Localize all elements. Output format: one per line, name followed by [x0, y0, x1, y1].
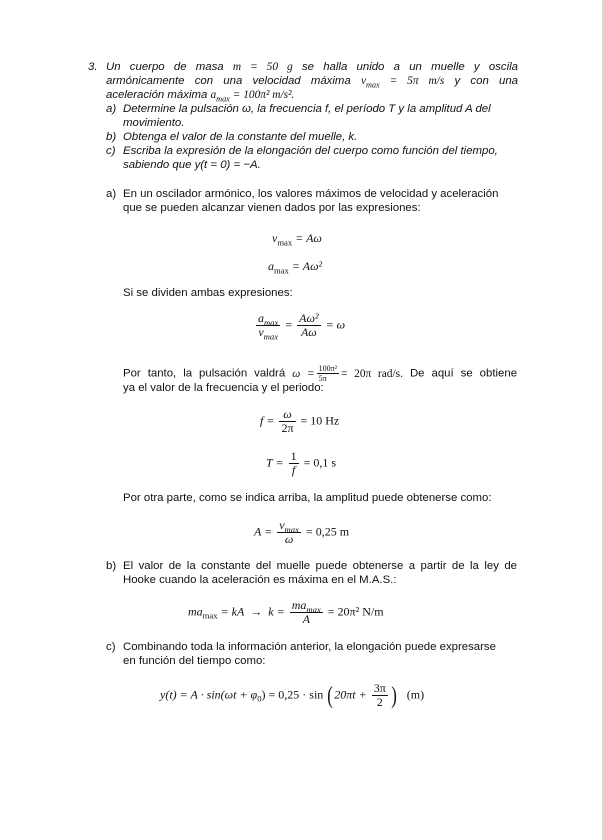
- question-a-letter: a): [106, 103, 117, 115]
- question-c-line-1: Escriba la expresión de la elongación del cuerpo como función del tiempo,: [123, 145, 498, 157]
- solution-b-letter: b): [106, 560, 117, 572]
- solution-a-paragraph-1-line-2: que se pueden alcanzar vienen dados por las expresiones:: [123, 202, 421, 214]
- question-a-line-2: movimiento.: [123, 117, 185, 129]
- equation-spring-constant: $ma_{max}$ = kA → k = $\frac{ma_{max}}{A}$ = 20π² N/m: [188, 598, 384, 626]
- solution-a-paragraph-2: Si se dividen ambas expresiones:: [123, 287, 293, 299]
- solution-a-paragraph-3-line-1: Por tanto, la pulsación valdrá ω = $\frac{\text{100π²}}{5\pi}$ = 20π rad/s. De aquí se obtiene: [123, 364, 518, 383]
- solution-c-line-2: en función del tiempo como:: [123, 655, 266, 667]
- question-c-line-2: sabiendo que y(t = 0) = −A.: [123, 159, 261, 171]
- solution-a-paragraph-1-line-1: En un oscilador armónico, los valores máximos de velocidad y aceleración: [123, 188, 499, 200]
- equation-amax: $a_{max} = A\omega^2$: [268, 259, 323, 276]
- question-a-line-1: Determine la pulsación ω, la frecuencia f, el período T y la amplitud A del: [123, 103, 491, 115]
- solution-c-line-1: Combinando toda la información anterior, la elongación puede expresarse: [123, 641, 496, 653]
- question-c-letter: c): [106, 145, 116, 157]
- statement-line-1: Un cuerpo de masa m = 50 g se halla unido a un muelle y oscila: [106, 61, 518, 73]
- equation-amplitude: A = $\frac{v_{max}}{\omega}$ = 0,25 m: [254, 518, 350, 546]
- statement-line-2: armónicamente con una velocidad máxima $v_{max} = 5\pi$ m/s y con una: [106, 75, 518, 90]
- question-b-letter: b): [106, 131, 117, 143]
- statement-line-3: aceleración máxima $a_{max} = 100\pi^2$ m/s².: [106, 89, 295, 104]
- equation-frequency: f = $\frac{\omega}{2\pi}$ = 10 Hz: [260, 407, 340, 435]
- question-b-line-1: Obtenga el valor de la constante del muelle, k.: [123, 131, 358, 143]
- problem-number: 3.: [88, 61, 98, 73]
- solution-c-letter: c): [106, 641, 116, 653]
- equation-ratio: $\frac{a_{max}}{v_{max}}$ = $\frac{\text{Aω²}}{A\omega}$ = ω: [258, 311, 346, 342]
- solution-b-line-2: Hooke cuando la aceleración es máxima en el M.A.S.:: [123, 574, 397, 586]
- equation-period: T = $\frac{1}{f}$ = 0,1 s: [266, 449, 336, 477]
- solution-a-letter: a): [106, 188, 117, 200]
- equation-elongation: $y(t) = A \cdot \sin(\omega t + \varphi_0) = 0,25 \cdot \sin (20\pi t$ + $\frac{3\pi}{2}$ ) (m): [160, 681, 425, 709]
- solution-a-paragraph-3-line-2: ya el valor de la frecuencia y el periodo:: [123, 382, 324, 394]
- solution-b-line-1: El valor de la constante del muelle puede obtenerse a partir de la ley de: [123, 560, 517, 572]
- solution-a-paragraph-4: Por otra parte, como se indica arriba, la amplitud puede obtenerse como:: [123, 492, 492, 504]
- equation-vmax: $v_{max} = A\omega$: [272, 231, 322, 248]
